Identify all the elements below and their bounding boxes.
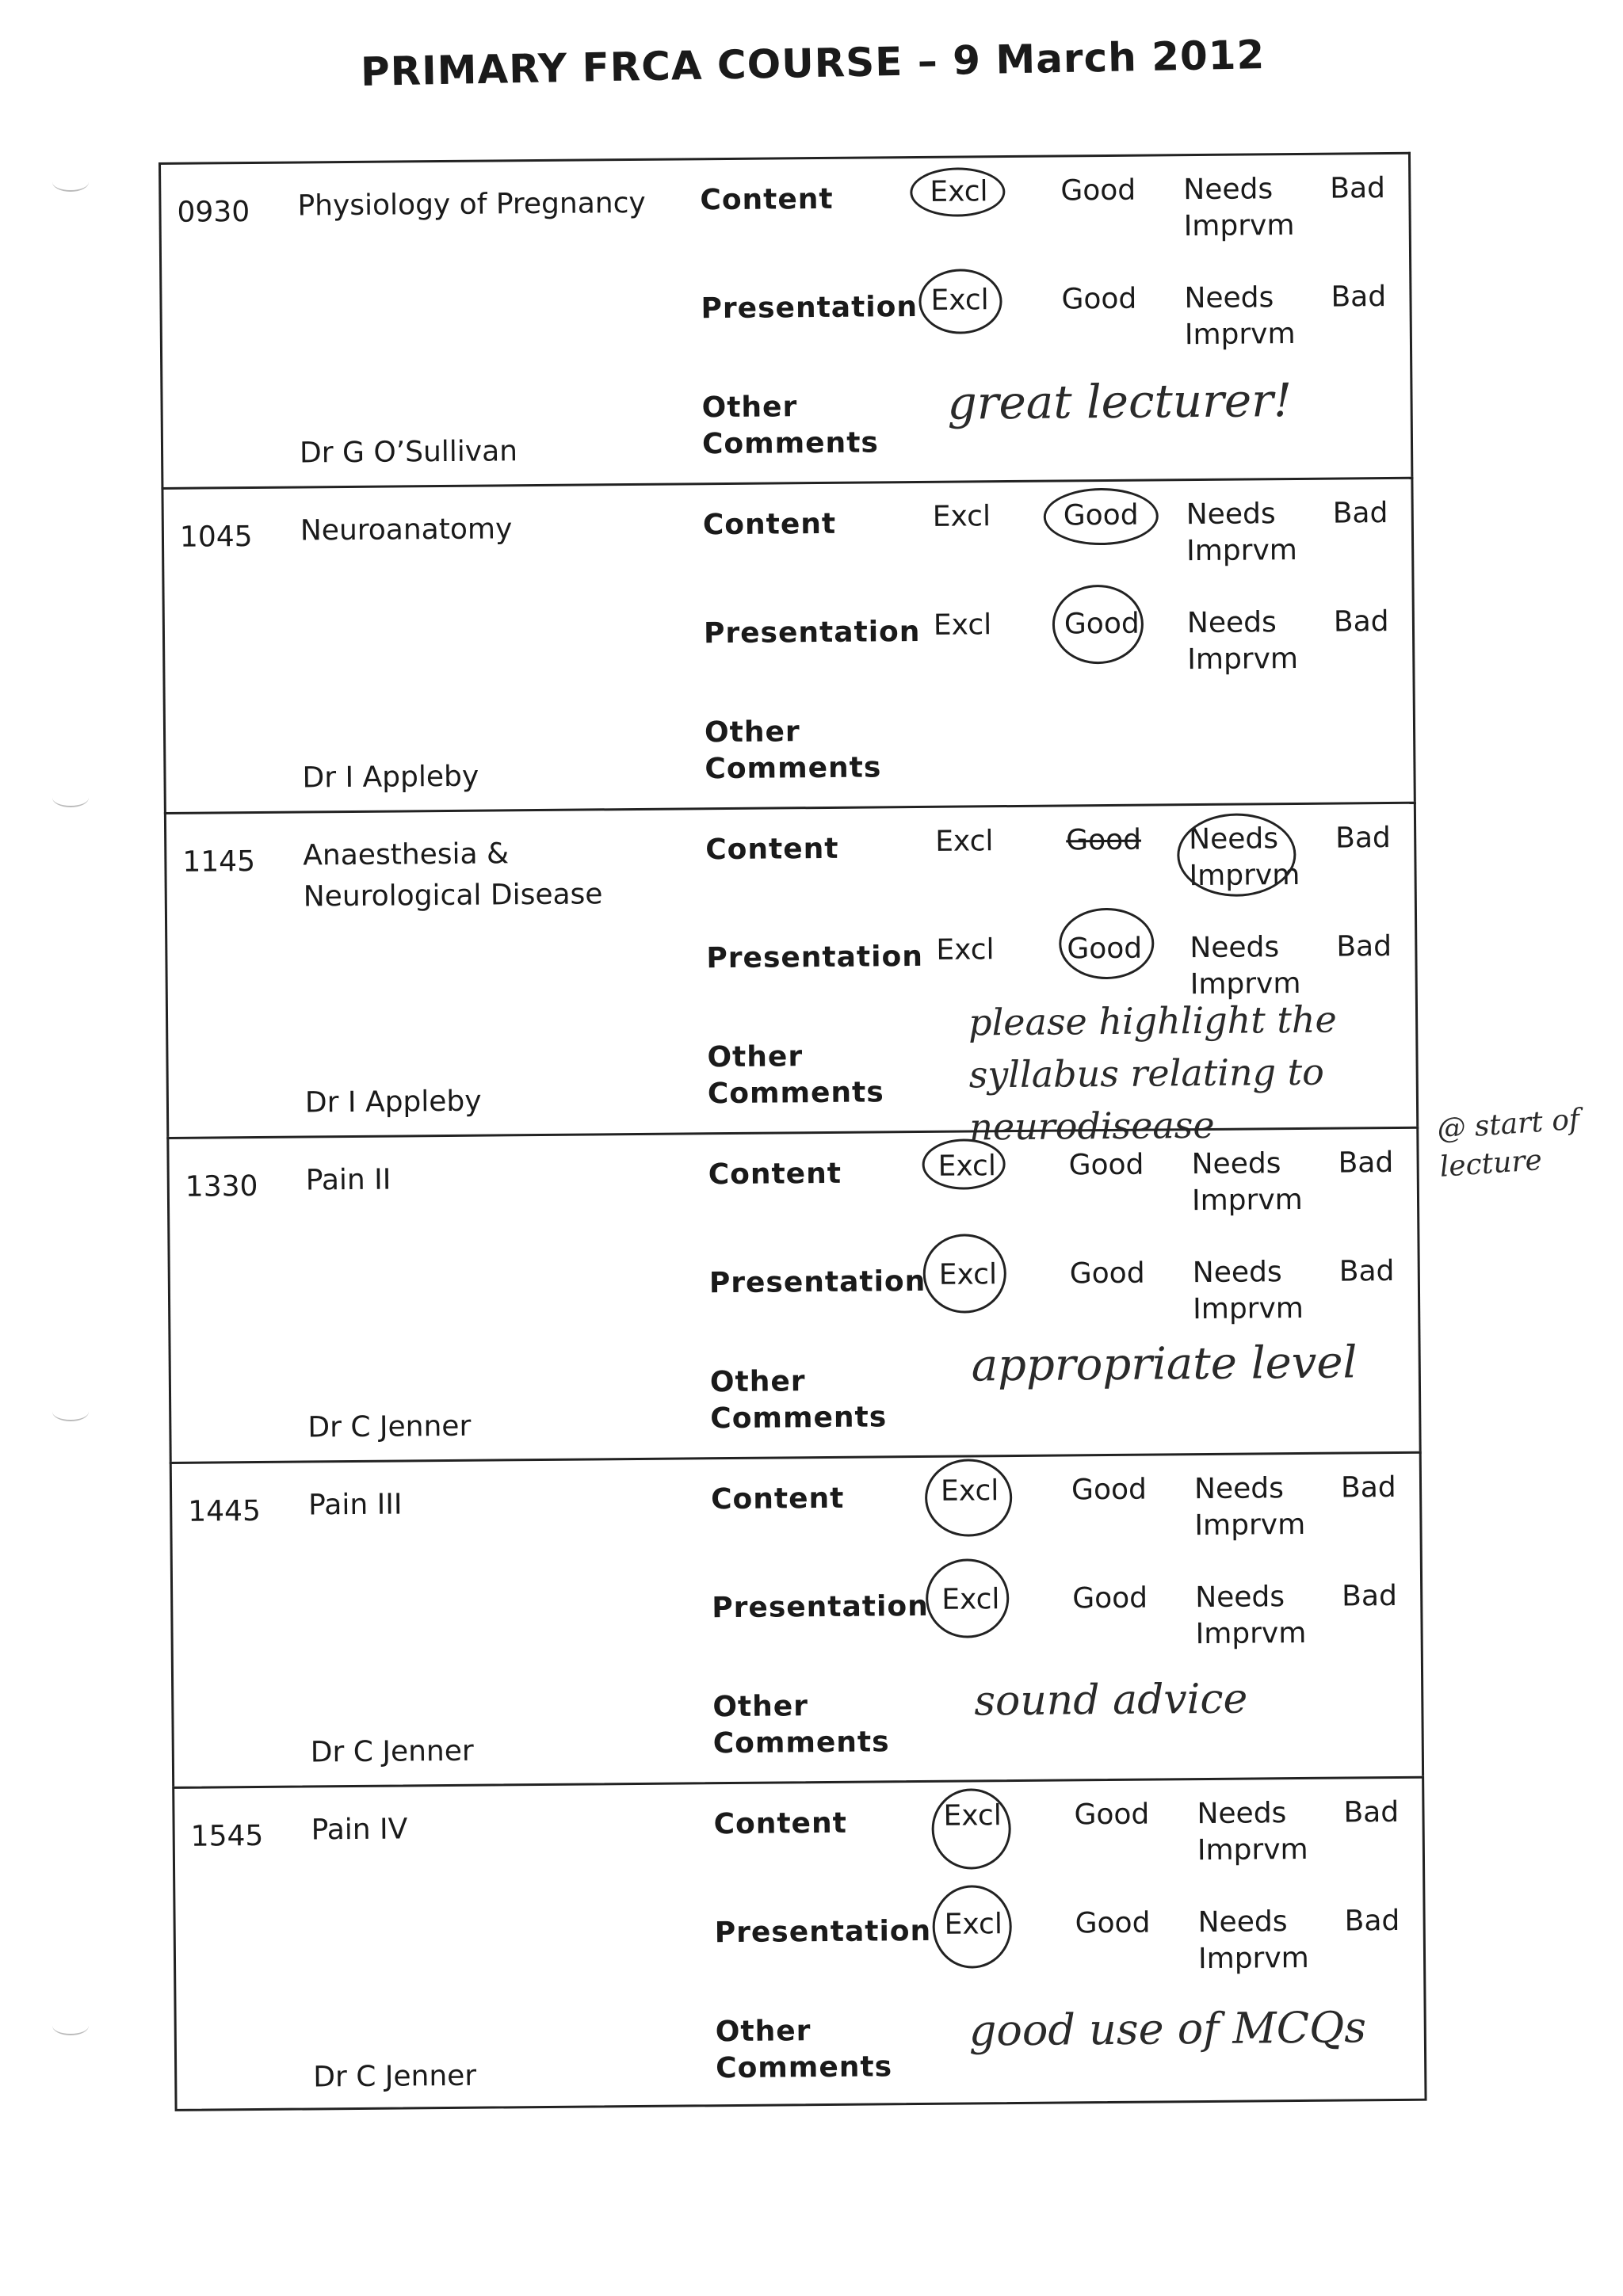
session-speaker: Dr I Appleby	[304, 1085, 482, 1119]
content-label: Content	[702, 507, 837, 542]
feedback-form	[158, 152, 1427, 2111]
rating-needs-improvement[interactable]: Needs Imprvm	[1195, 1581, 1307, 1651]
punch-hole-mark	[52, 788, 89, 807]
rating-good[interactable]: Good	[1063, 498, 1139, 532]
rating-needs-improvement[interactable]: Needs Imprvm	[1197, 1797, 1308, 1867]
rating-bad[interactable]: Bad	[1331, 280, 1387, 314]
rating-good[interactable]: Good	[1071, 1473, 1148, 1507]
rating-needs-improvement[interactable]: Needs Imprvm	[1190, 931, 1301, 1001]
session-time: 1445	[188, 1494, 262, 1528]
presentation-label: Presentation	[701, 290, 918, 326]
session-title: Anaesthesia & Neurological Disease	[303, 837, 603, 913]
rating-excl[interactable]: Excl	[941, 1583, 1000, 1616]
rating-bad[interactable]: Bad	[1340, 1470, 1396, 1505]
session-row	[170, 1451, 1424, 1787]
session-speaker: Dr I Appleby	[302, 760, 479, 795]
session-row	[172, 1776, 1426, 2111]
other-comments-label: Other Comments	[707, 1040, 884, 1111]
session-speaker: Dr C Jenner	[307, 1409, 472, 1444]
rating-good[interactable]: Good	[1068, 1148, 1144, 1182]
other-comments-label: Other Comments	[709, 1365, 888, 1436]
rating-bad[interactable]: Bad	[1344, 1904, 1400, 1938]
session-title: Pain IV	[311, 1813, 408, 1847]
other-comments-label: Other Comments	[704, 715, 882, 786]
rating-bad[interactable]: Bad	[1333, 605, 1389, 639]
session-speaker: Dr C Jenner	[313, 2059, 477, 2094]
rating-bad[interactable]: Bad	[1338, 1254, 1395, 1288]
rating-excl[interactable]: Excl	[932, 500, 991, 533]
rating-needs-improvement[interactable]: Needs Imprvm	[1192, 1256, 1304, 1326]
rating-good[interactable]: Good	[1067, 932, 1143, 966]
session-row	[161, 477, 1415, 812]
session-title: Pain III	[308, 1488, 403, 1522]
rating-excl[interactable]: Excl	[935, 825, 994, 858]
rating-needs-improvement[interactable]: Needs Imprvm	[1186, 498, 1298, 568]
rating-needs-improvement[interactable]: Needs Imprvm	[1197, 1905, 1309, 1976]
presentation-label: Presentation	[706, 940, 924, 975]
rating-good[interactable]: Good	[1061, 282, 1137, 316]
rating-bad[interactable]: Bad	[1330, 172, 1386, 205]
rating-excl[interactable]: Excl	[940, 1474, 999, 1508]
rating-good[interactable]: Good	[1069, 1257, 1145, 1291]
rating-bad[interactable]: Bad	[1343, 1795, 1400, 1829]
rating-excl[interactable]: Excl	[930, 175, 988, 208]
session-time: 1045	[179, 521, 253, 554]
rating-bad[interactable]: Bad	[1342, 1579, 1397, 1613]
rating-excl[interactable]: Excl	[943, 1799, 1002, 1833]
session-speaker: Dr C Jenner	[310, 1734, 474, 1769]
handwritten-comment: great lecturer!	[947, 373, 1293, 430]
rating-needs-improvement[interactable]: Needs Imprvm	[1191, 1147, 1303, 1218]
other-comments-label: Other Comments	[715, 2015, 893, 2085]
rating-excl[interactable]: Excl	[944, 1908, 1003, 1941]
session-title: Pain II	[305, 1163, 391, 1197]
other-comments-label: Other Comments	[712, 1690, 890, 1760]
content-label: Content	[710, 1482, 845, 1516]
rating-excl[interactable]: Excl	[936, 933, 995, 967]
rating-needs-improvement[interactable]: Needs Imprvm	[1189, 822, 1300, 893]
session-row	[166, 1127, 1421, 1462]
rating-good[interactable]: Good	[1064, 607, 1140, 641]
rating-good[interactable]: Good	[1074, 1798, 1150, 1832]
other-comments-label: Other Comments	[701, 391, 880, 461]
handwritten-comment: sound advice	[974, 1675, 1248, 1726]
session-time: 1330	[185, 1169, 258, 1203]
session-row	[158, 152, 1413, 487]
session-time: 0930	[177, 196, 250, 229]
rating-good[interactable]: Good	[1060, 174, 1136, 208]
session-time: 1545	[190, 1819, 264, 1853]
presentation-label: Presentation	[708, 1264, 926, 1300]
content-label: Content	[700, 182, 834, 217]
punch-hole-mark	[52, 1402, 89, 1421]
page-title: PRIMARY FRCA COURSE – 9 March 2012	[360, 32, 1266, 95]
rating-needs-improvement[interactable]: Needs Imprvm	[1193, 1472, 1306, 1543]
rating-good[interactable]: Good	[1075, 1906, 1151, 1940]
content-label: Content	[708, 1157, 842, 1192]
presentation-label: Presentation	[714, 1914, 932, 1950]
rating-needs-improvement[interactable]: Needs Imprvm	[1184, 281, 1296, 352]
rating-excl[interactable]: Excl	[933, 608, 992, 642]
handwritten-comment: please highlight the syllabus relating to neurodisease	[968, 997, 1337, 1149]
presentation-label: Presentation	[703, 615, 921, 650]
rating-needs-improvement[interactable]: Needs Imprvm	[1186, 606, 1299, 677]
punch-hole-mark	[52, 2016, 89, 2035]
session-title: Neuroanatomy	[300, 513, 513, 547]
rating-good[interactable]: Good	[1072, 1581, 1148, 1615]
punch-hole-mark	[52, 173, 89, 192]
session-speaker: Dr G O’Sullivan	[299, 435, 518, 470]
rating-excl[interactable]: Excl	[938, 1150, 997, 1183]
content-label: Content	[713, 1806, 848, 1841]
rating-bad[interactable]: Bad	[1336, 930, 1392, 963]
rating-bad[interactable]: Bad	[1335, 822, 1391, 855]
handwritten-comment: good use of MCQs	[968, 2002, 1367, 2056]
rating-bad[interactable]: Bad	[1332, 497, 1388, 530]
handwritten-margin-note: @ start of lecture	[1436, 1103, 1581, 1184]
rating-bad[interactable]: Bad	[1338, 1146, 1394, 1180]
presentation-label: Presentation	[712, 1589, 929, 1625]
rating-needs-improvement[interactable]: Needs Imprvm	[1183, 173, 1295, 243]
session-row	[164, 802, 1419, 1149]
rating-good[interactable]: Good	[1066, 823, 1142, 857]
content-label: Content	[705, 832, 839, 867]
rating-excl[interactable]: Excl	[930, 284, 989, 317]
handwritten-comment: appropriate level	[971, 1337, 1358, 1392]
session-title: Physiology of Pregnancy	[297, 186, 646, 223]
session-time: 1145	[182, 845, 256, 879]
rating-excl[interactable]: Excl	[938, 1258, 998, 1291]
